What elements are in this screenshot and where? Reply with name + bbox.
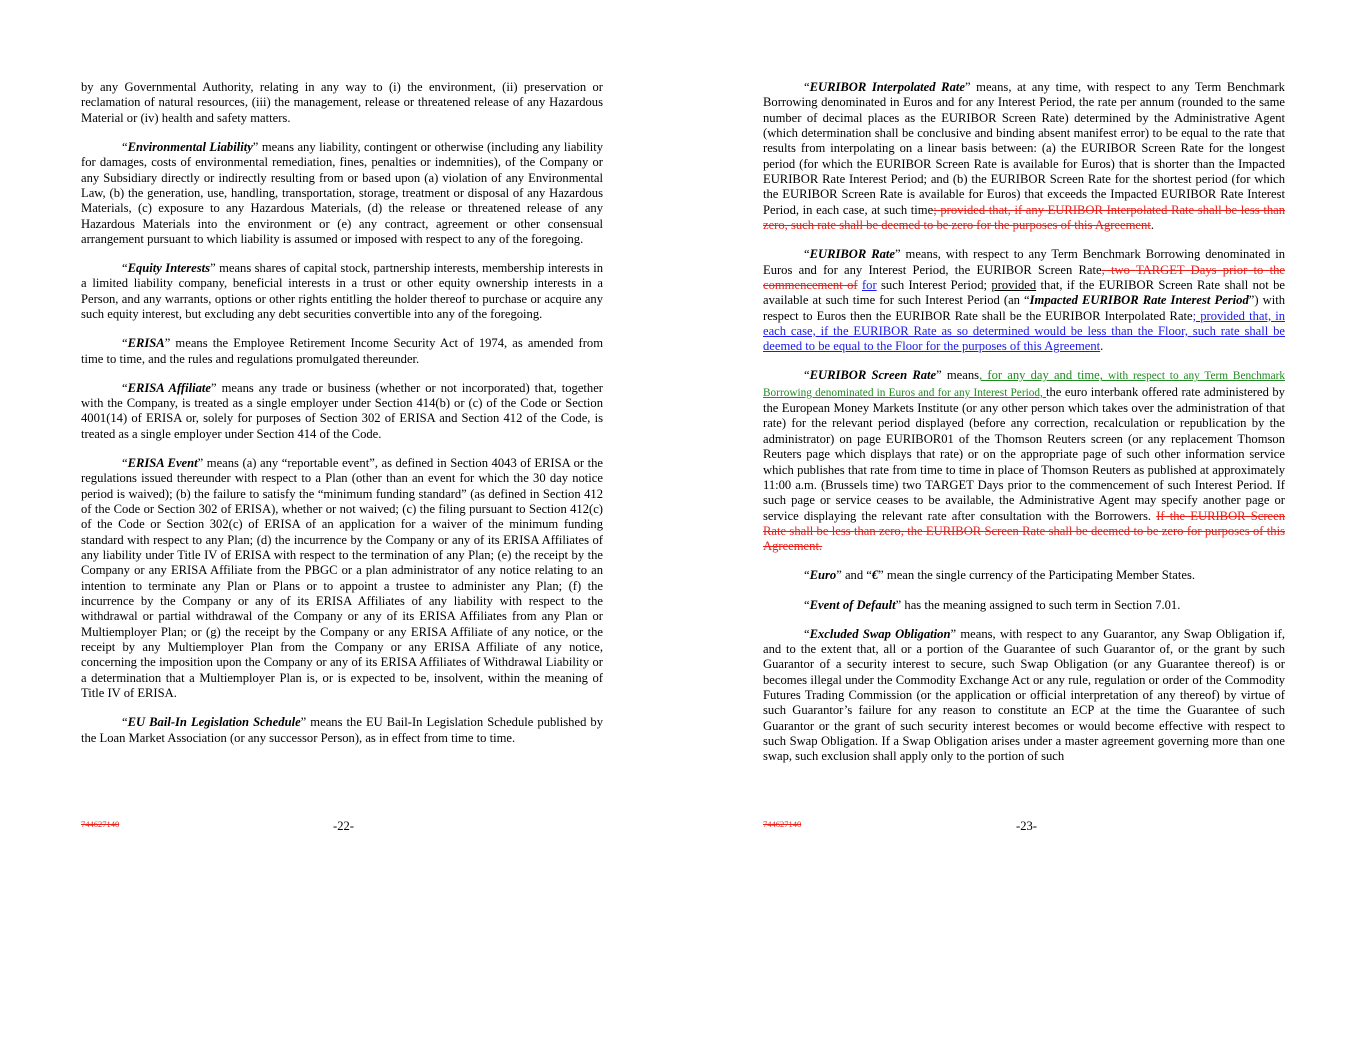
moved-text: with respect to any Term Benchmark Borrowing denominated in Euros and for any Interest Period,	[763, 370, 1285, 399]
defined-term: ERISA Event	[127, 455, 198, 470]
provided-underlined: provided	[991, 277, 1037, 292]
page-number: -22-	[333, 819, 354, 833]
deleted-text: ; provided that, if any EURIBOR Interpolated Rate shall be less than zero, such rate shall be deemed to be zero for the purposes of this Agreement	[763, 202, 1286, 233]
defined-term: Event of Default	[809, 597, 896, 612]
definition-erisa-event: “ERISA Event” means (a) any “reportable event”, as defined in Section 4043 of ERISA or the regulations issued thereunder with respect to a Plan (other than an event for which the 30 day notice period is waived); (b) the failure to satisfy the “minimum funding standard” (as defined in Section 412 of the Code or Section 302 of ERISA), whether or not waived; (c) the filing pursuant to Section 412(c) of the Code or Section 302(c) of ERISA of an application for a waiver of the minimum funding standard with respect to any Plan; (d) the incurrence by the Company or any of its ERISA Affiliates of any liability under Title IV of ERISA with respect to the termination of any Plan; (e) the receipt by the Company or any ERISA Affiliate from the PBGC or a plan administrator of any notice relating to an intention to terminate any Plan or Plans or to appoint a trustee to administer any Plan; (f) the incurrence by the Company or any of its ERISA Affiliates of any liability with respect to the withdrawal or partial withdrawal of the Company or any of its ERISA Affiliates from any Plan or Multiemployer Plan; or (g) the receipt by the Company or any ERISA Affiliate of any notice, or the receipt by any Multiemployer Plan from the Company or any ERISA Affiliate of any notice, concerning the imposition upon the Company or any of its ERISA Affiliates of Withdrawal Liability or a determination that a Multiemployer Plan is, or is expected to be, insolvent, within the meaning of Title IV of ERISA.	[81, 455, 604, 701]
defined-term: EURIBOR Screen Rate	[809, 368, 937, 383]
page-22-body	[81, 80, 603, 760]
definition-equity-interests: “Equity Interests” means shares of capital stock, partnership interests, membership interests in a limited liability company, beneficial interests in a trust or other equity ownership interests in a Person, and any warrants, options or other rights entitling the holder thereof to purchase or acquire any such equity interest, but excluding any debt securities convertible into any of the foregoing.	[81, 261, 603, 322]
definition-excluded-swap-obligation: “Excluded Swap Obligation” means, with respect to any Guarantor, any Swap Obligation if, and to the extent that, all or a portion of the Guarantee of such Guarantor of, or the grant by such Guarantor of a security interest to secure, such Swap Obligation (or any Guarantee thereof) is or becomes illegal under the Commodity Exchange Act or any rule, regulation or order of the Commodity Futures Trading Commission (or the application or official interpretation of any thereof) by virtue of such Guarantor’s failure for any reason to constitute an ECP at the time the Guarantee of such Guarantor or the grant of such security interest becomes or would become effective with respect to such Swap Obligation. If a Swap Obligation arises under a master agreement governing more than one swap, such exclusion shall apply only to the portion of such	[763, 626, 1285, 764]
page-23	[683, 0, 1365, 1055]
document-id: 744627140	[763, 819, 802, 829]
defined-term: ERISA Affiliate	[127, 380, 211, 395]
defined-term: Excluded Swap Obligation	[809, 626, 951, 641]
defined-term: Euro	[809, 568, 837, 583]
deleted-text: If the EURIBOR Screen Rate shall be less than zero, the EURIBOR Screen Rate shall be deemed to be zero for purposes of this Agreement.	[763, 508, 1285, 554]
moved-text: , for any day and time,	[979, 368, 1109, 383]
defined-term: EURIBOR Interpolated Rate	[809, 80, 965, 94]
defined-term: EURIBOR Rate	[809, 247, 896, 262]
defined-term: €	[871, 568, 879, 583]
page-22	[0, 0, 682, 1055]
page-23-body	[763, 80, 1285, 779]
definition-euribor-rate: “EURIBOR Rate” means, with respect to any Term Benchmark Borrowing denominated in Euros and for any Interest Period, the EURIBOR Screen Rate, two TARGET Days prior to the commencement of for such Interest Period; provided that, if the EURIBOR Screen Rate shall not be available at such time for such Interest Period (an “Impacted EURIBOR Rate Interest Period”) with respect to Euros then the EURIBOR Rate shall be the EURIBOR Interpolated Rate; provided that, in each case, if the EURIBOR Rate as so determined would be less than the Floor, such rate shall be deemed to be equal to the Floor for the purposes of this Agreement.	[763, 247, 1285, 354]
definition-environmental-liability: “Environmental Liability” means any liability, contingent or otherwise (including any liability for damages, costs of environmental remediation, fines, penalties or indemnities), of the Company or any Subsidiary directly or indirectly resulting from or based upon (a) violation of any Environmental Law, (b) the generation, use, handling, transportation, storage, treatment or disposal of any Hazardous Materials, (c) exposure to any Hazardous Materials, (d) the release or threatened release of any Hazardous Materials into the environment or (e) any contract, agreement or other consensual arrangement pursuant to which liability is assumed or imposed with respect to any of the foregoing.	[81, 139, 603, 246]
environmental-law-continuation: by any Governmental Authority, relating in any way to (i) the environment, (ii) preservation or reclamation of natural resources, (iii) the management, release or threatened release of any Hazardous Material or (iv) health and safety matters.	[81, 80, 603, 125]
definition-euro: “Euro” and “€” mean the single currency of the Participating Member States.	[804, 568, 1196, 583]
defined-term: ERISA	[127, 336, 165, 351]
definition-eu-bail-in-legislation-schedule: “EU Bail-In Legislation Schedule” means the EU Bail-In Legislation Schedule published by the Loan Market Association (or any successor Person), as in effect from time to time.	[81, 715, 604, 745]
definition-event-of-default: “Event of Default” has the meaning assigned to such term in Section 7.01.	[804, 597, 1181, 612]
definition-erisa-affiliate: “ERISA Affiliate” means any trade or business (whether or not incorporated) that, together with the Company, is treated as a single employer under Section 414(b) or (c) of the Code or Section 4001(14) of ERISA or, solely for purposes of Section 302 of ERISA and Section 412 of the Code, is treated as a single employer under Section 414 of the Code.	[81, 380, 603, 441]
defined-term: Impacted EURIBOR Rate Interest Period	[1029, 293, 1249, 308]
defined-term: Equity Interests	[127, 261, 211, 276]
definition-erisa: “ERISA” means the Employee Retirement Income Security Act of 1974, as amended from time to time, and the rules and regulations promulgated thereunder.	[81, 336, 603, 366]
page-number: -23-	[1016, 819, 1037, 833]
deleted-text: , two TARGET Days prior to the commencement of	[763, 262, 1285, 292]
inserted-text: ; provided that, in each case, if the EURIBOR Rate as so determined would be less than the Floor, such rate shall be deemed to be equal to the Floor for the purposes of this Agreement	[763, 308, 1285, 354]
defined-term: Environmental Liability	[127, 139, 253, 154]
inserted-text: for	[861, 277, 877, 292]
defined-term: EU Bail-In Legislation Schedule	[127, 715, 301, 730]
definition-euribor-interpolated-rate: “EURIBOR Interpolated Rate” means, at any time, with respect to any Term Benchmark Borrowing denominated in Euros and for any Interest Period, the rate per annum (rounded to the same number of decimal places as the EURIBOR Screen Rate) determined by the Administrative Agent (which determination shall be conclusive and binding absent manifest error) to be equal to the rate that results from interpolating on a linear basis between: (a) the EURIBOR Screen Rate for the longest period (for which the EURIBOR Screen Rate is available for Euros) that is shorter than the Impacted EURIBOR Rate Interest Period; and (b) the EURIBOR Screen Rate for the shortest period (for which the EURIBOR Screen Rate is available for Euros) that exceeds the Impacted EURIBOR Rate Interest Period, in each case, at such time; provided that, if any EURIBOR Interpolated Rate shall be less than zero, such rate shall be deemed to be zero for the purposes of this Agreement.	[763, 80, 1286, 233]
document-id: 744627140	[81, 819, 120, 829]
definition-euribor-screen-rate: “EURIBOR Screen Rate” means, for any day and time, with respect to any Term Benchmark Borrowing denominated in Euros and for any Interest Period, the euro interbank offered rate administered by the European Money Markets Institute (or any other person which takes over the administration of that rate) for the relevant period displayed (before any correction, recalculation or republication by the administrator) on page EURIBOR01 of the Thomson Reuters screen (or any replacement Thomson Reuters page which displays that rate) or on the appropriate page of such other information service which publishes that rate from time to time in place of Thomson Reuters as published at approximately 11:00 a.m. (Brussels time) two TARGET Days prior to the commencement of such Interest Period. If such page or service ceases to be available, the Administrative Agent may specify another page or service displaying the relevant rate after consultation with the Borrowers. If the EURIBOR Screen Rate shall be less than zero, the EURIBOR Screen Rate shall be deemed to be zero for purposes of this Agreement.	[763, 368, 1285, 554]
